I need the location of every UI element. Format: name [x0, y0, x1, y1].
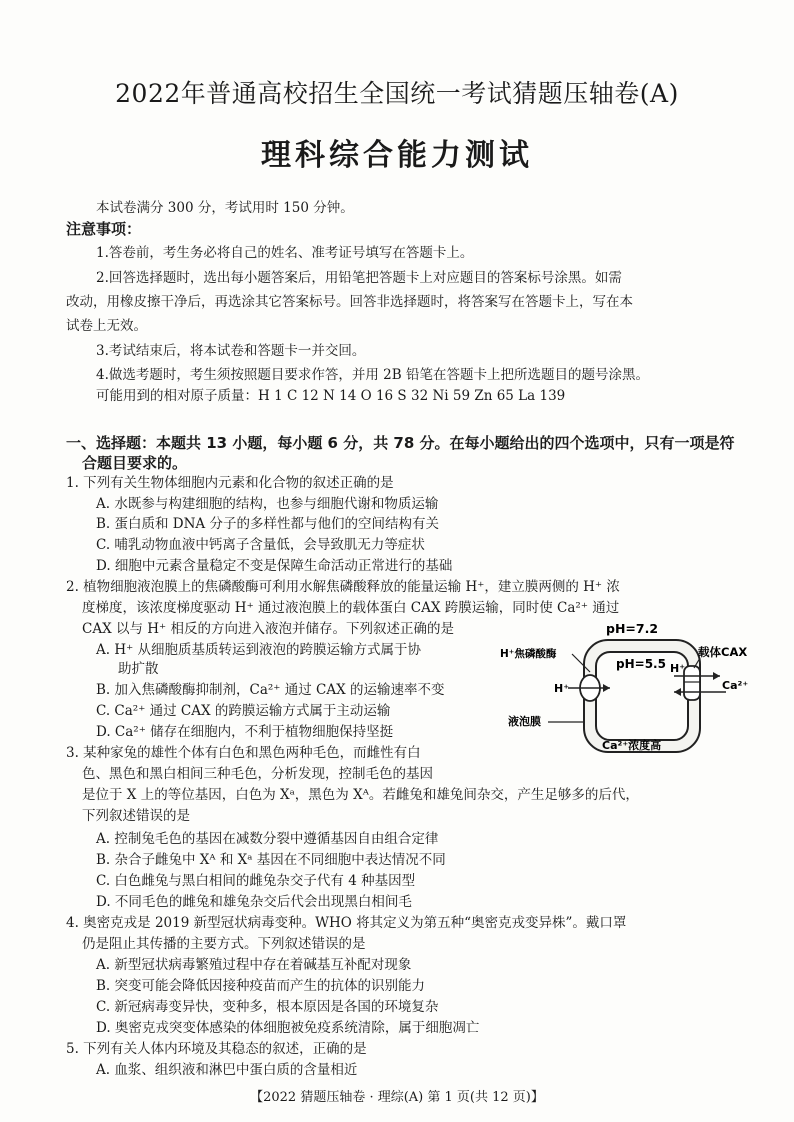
vacuole-diagram — [498, 616, 770, 766]
option: C. Ca²⁺ 通过 CAX 的跨膜运输方式属于主动运输 — [96, 703, 391, 719]
option: A. 血浆、组织液和淋巴中蛋白质的含量相近 — [96, 1062, 358, 1078]
notice-item: 1.答卷前，考生务必将自己的姓名、准考证号填写在答题卡上。 — [96, 245, 474, 261]
question-stem: 5. 下列有关人体内环境及其稳态的叙述，正确的是 — [66, 1041, 367, 1057]
question-stem: 是位于 X 上的等位基因，白色为 Xᵃ，黑色为 Xᴬ。若雌兔和雄兔间杂交，产生足够多的后代， — [82, 787, 639, 803]
option: 助扩散 — [118, 661, 159, 677]
section-heading: 一、选择题：本题共 13 小题，每小题 6 分，共 78 分。在每小题给出的四个选项中，只有一项是符 — [66, 434, 735, 452]
question-stem: 度梯度，该浓度梯度驱动 H⁺ 通过液泡膜上的载体蛋白 CAX 跨膜运输，同时使 Ca²⁺ 通过 — [82, 600, 620, 616]
question-stem: CAX 以与 H⁺ 相反的方向进入液泡并储存。下列叙述正确的是 — [82, 621, 454, 637]
subject-title: 理科综合能力测试 — [261, 138, 533, 173]
ph-outside-label: pH=7.2 — [606, 621, 659, 636]
option: D. 不同毛色的雌兔和雄兔杂交后代会出现黑白相间毛 — [96, 894, 412, 910]
option: C. 白色雌兔与黑白相间的雌兔杂交子代有 4 种基因型 — [96, 873, 416, 889]
option: A. 控制兔毛色的基因在减数分裂中遵循基因自由组合定律 — [96, 831, 439, 847]
option: B. 突变可能会降低因接种疫苗而产生的抗体的识别能力 — [96, 978, 426, 994]
ph-inside-label: pH=5.5 — [616, 657, 666, 671]
option: A. 水既参与构建细胞的结构，也参与细胞代谢和物质运输 — [96, 496, 439, 512]
ca-label: Ca²⁺ — [722, 679, 749, 692]
section-heading: 合题目要求的。 — [82, 454, 188, 472]
option: D. 奥密克戎突变体感染的体细胞被免疫系统清除，属于细胞凋亡 — [96, 1020, 480, 1036]
intro-text: 本试卷满分 300 分，考试用时 150 分钟。 — [96, 200, 354, 216]
option: B. 杂合子雌兔中 Xᴬ 和 Xᵃ 基因在不同细胞中表达情况不同 — [96, 852, 446, 868]
carrier-label: 载体CAX — [698, 645, 748, 659]
notice-heading: 注意事项： — [66, 220, 142, 238]
notice-item: 改动，用橡皮擦干净后，再选涂其它答案标号。回答非选择题时，将答案写在答题卡上，写在本 — [66, 294, 633, 310]
cax-carrier — [684, 666, 700, 700]
membrane-label: 液泡膜 — [508, 715, 541, 728]
question-stem: 下列叙述错误的是 — [82, 808, 190, 824]
notice-item: 3.考试结束后，将本试卷和答题卡一并交回。 — [96, 343, 366, 359]
question-stem: 2. 植物细胞液泡膜上的焦磷酸酶可利用水解焦磷酸释放的能量运输 H⁺，建立膜两侧的 H⁺ 浓 — [66, 579, 620, 595]
option: A. H⁺ 从细胞质基质转运到液泡的跨膜运输方式属于协 — [96, 642, 422, 658]
notice-item: 4.做选考题时，考生须按照题目要求作答，并用 2B 铅笔在答题卡上把所选题目的题号涂黑。 — [96, 367, 649, 383]
option: B. 蛋白质和 DNA 分子的多样性都与他们的空间结构有关 — [96, 516, 439, 532]
question-stem: 1. 下列有关生物体细胞内元素和化合物的叙述正确的是 — [66, 475, 394, 491]
question-stem: 仍是阻止其传播的主要方式。下列叙述错误的是 — [82, 936, 366, 952]
atomic-masses: 可能用到的相对原子质量：H 1 C 12 N 14 O 16 S 32 Ni 59 Zn 65 La 139 — [96, 388, 566, 404]
exam-title: 2022年普通高校招生全国统一考试猜题压轴卷(A) — [115, 79, 679, 108]
option: B. 加入焦磷酸酶抑制剂，Ca²⁺ 通过 CAX 的运输速率不变 — [96, 682, 445, 698]
question-stem: 3. 某种家兔的雄性个体有白色和黑色两种毛色，而雌性有白 — [66, 745, 421, 761]
notice-item: 试卷上无效。 — [66, 318, 147, 334]
question-stem: 色、黑色和黑白相间三种毛色，分析发现，控制毛色的基因 — [82, 766, 433, 782]
ca-concentration-label: Ca²⁺浓度高 — [602, 739, 662, 752]
enzyme-label: H⁺焦磷酸酶 — [500, 648, 557, 660]
h-left-label: H⁺ — [554, 682, 570, 695]
page-footer: 【2022 猜题压轴卷 · 理综(A) 第 1 页(共 12 页)】 — [250, 1090, 544, 1105]
option: D. 细胞中元素含量稳定不变是保障生命活动正常进行的基础 — [96, 558, 453, 574]
question-stem: 4. 奥密克戎是 2019 新型冠状病毒变种。WHO 将其定义为第五种“奥密克戎变异株”。戴口罩 — [66, 915, 627, 931]
h-out-arrow-head — [713, 672, 720, 680]
h-right-label: H⁺ — [670, 662, 686, 675]
option: C. 新冠病毒变异快，变种多，根本原因是各国的环境复杂 — [96, 999, 439, 1015]
option: A. 新型冠状病毒繁殖过程中存在着碱基互补配对现象 — [96, 957, 412, 973]
notice-item: 2.回答选择题时，选出每小题答案后，用铅笔把答题卡上对应题目的答案标号涂黑。如需 — [96, 270, 622, 286]
option: D. Ca²⁺ 储存在细胞内，不利于植物细胞保持坚挺 — [96, 724, 394, 740]
option: C. 哺乳动物血液中钙离子含量低，会导致肌无力等症状 — [96, 537, 425, 553]
